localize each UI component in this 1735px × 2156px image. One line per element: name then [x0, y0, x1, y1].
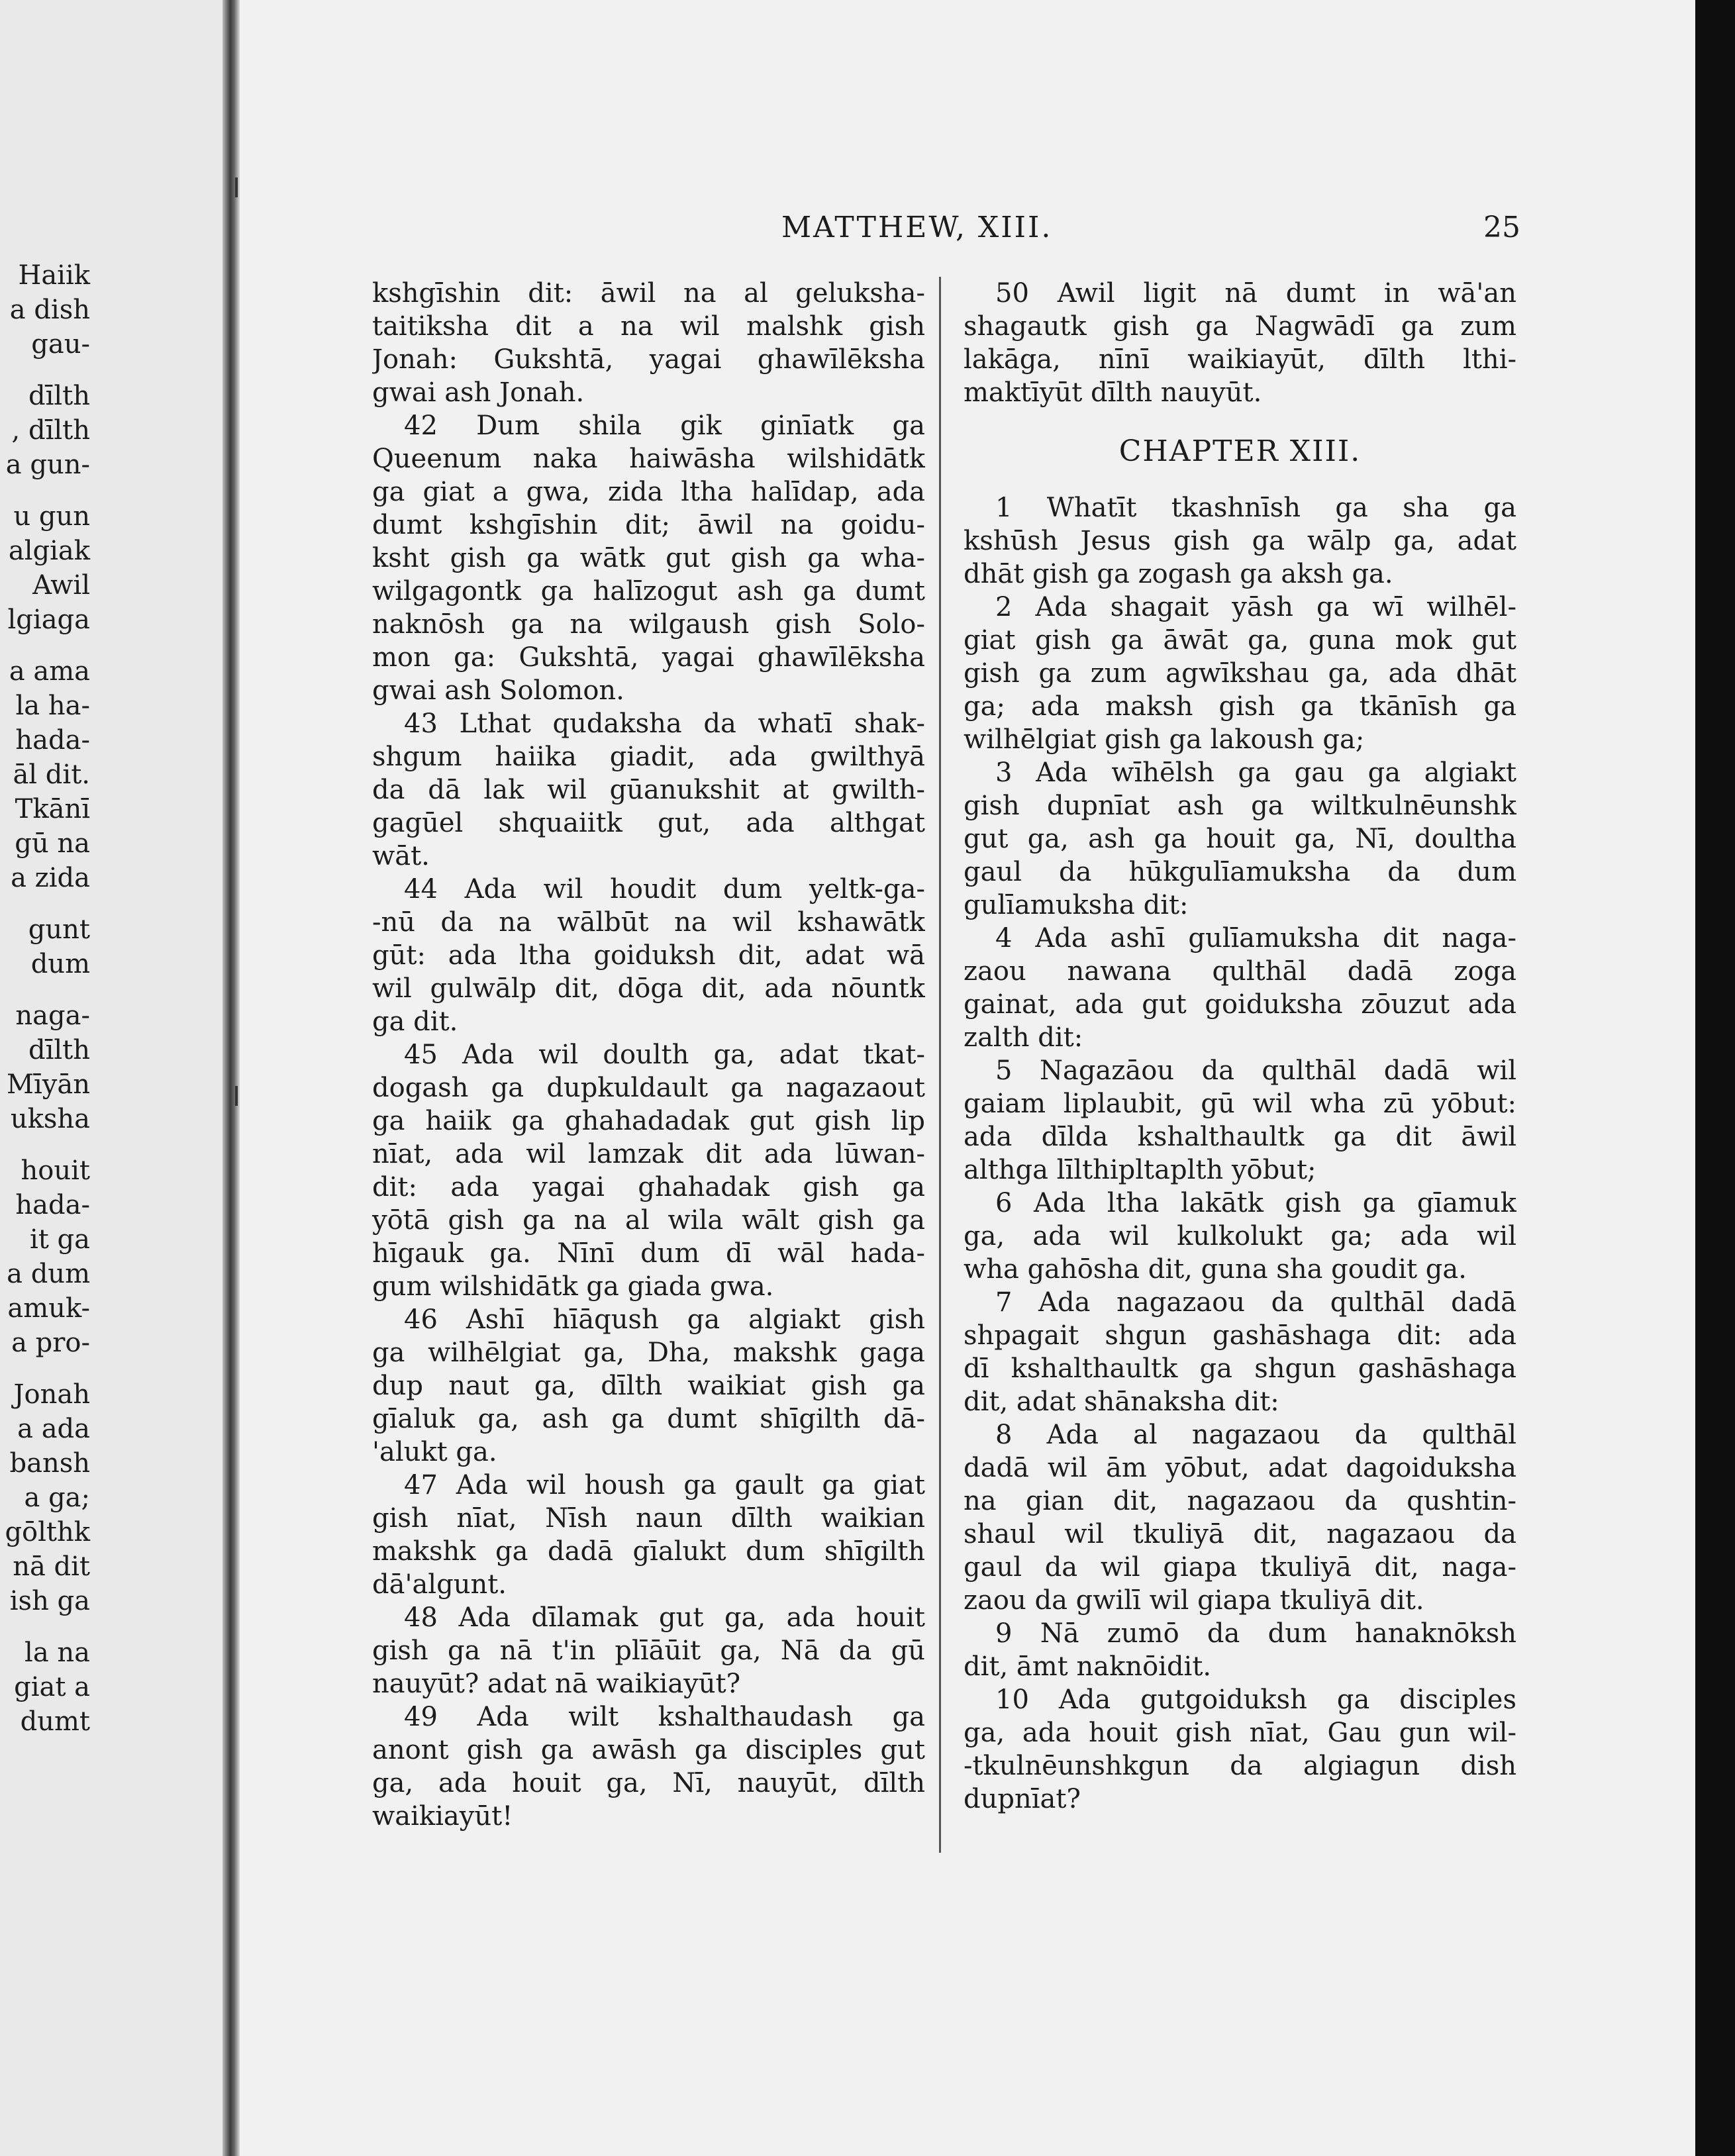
margin-tick-mark: [235, 177, 238, 197]
text-line: ada dīlda kshalthaultk ga dit āwil: [964, 1122, 1516, 1152]
margin-tick-mark: [235, 1086, 238, 1106]
previous-page-fragment: [0, 895, 90, 912]
previous-page-fragment: bansh: [9, 1448, 90, 1479]
verse-block-top: [964, 277, 1516, 409]
text-line: dup naut ga, dīlth waikiat gish ga: [372, 1371, 925, 1401]
text-line: 3 Ada wīhēlsh ga gau ga algiakt: [995, 758, 1516, 788]
text-line: 1 Whatīt tkashnīsh ga sha ga: [995, 493, 1516, 523]
text-line: mon ga: Gukshtā, yagai ghawīlēksha: [372, 642, 925, 673]
text-line: dogash ga dupkuldault ga nagazaout: [372, 1073, 925, 1103]
text-line: makshk ga dadā gīalukt dum shīgilth: [372, 1536, 925, 1567]
text-line: wilhēlgiat gish ga lakoush ga;: [964, 724, 1365, 755]
previous-page-fragment: [0, 362, 90, 379]
previous-page-fragment: a dum: [7, 1259, 90, 1289]
previous-page-fragment: a zida: [11, 863, 90, 893]
text-line: waikiayūt!: [372, 1801, 513, 1832]
text-line: shpagait shgun gashāshaga dit: ada: [964, 1320, 1516, 1351]
text-line: zalth dit:: [964, 1022, 1083, 1053]
previous-page-fragment: Awil: [32, 570, 90, 601]
previous-page-fragment: la ha-: [15, 691, 90, 721]
text-line: kshgīshin dit: āwil na al geluksha-: [372, 278, 925, 309]
text-line: gwai ash Solomon.: [372, 675, 624, 706]
text-line: althga līlthipltaplth yōbut;: [964, 1155, 1316, 1185]
text-line: ga giat a gwa, zida ltha halīdap, ada: [372, 477, 925, 507]
previous-page-fragment: lgiaga: [7, 605, 90, 635]
text-line: 2 Ada shagait yāsh ga wī wilhēl-: [995, 592, 1516, 622]
text-line: gīaluk ga, ash ga dumt shīgilth dā-: [372, 1404, 925, 1434]
previous-page-fragment: it ga: [29, 1224, 90, 1255]
text-line: -tkulnēunshkgun da algiagun dish: [964, 1751, 1516, 1781]
text-line: dumt kshgīshin dit; āwil na goidu-: [372, 510, 925, 540]
text-line: naknōsh ga na wilgaush gish Solo-: [372, 609, 925, 640]
text-line: 47 Ada wil housh ga gault ga giat: [404, 1470, 925, 1500]
text-line: gum wilshidātk ga giada gwa.: [372, 1271, 774, 1302]
text-line: gainat, ada gut goiduksha zōuzut ada: [964, 989, 1516, 1020]
previous-page-fragment: Haiik: [18, 260, 90, 291]
scan-border-right: [1695, 0, 1735, 2156]
text-line: hīgauk ga. Nīnī dum dī wāl hada-: [372, 1238, 925, 1269]
text-line: gwai ash Jonah.: [372, 377, 585, 408]
verse-block-chapter: [964, 491, 1516, 1816]
previous-page-fragment: a ga;: [24, 1483, 90, 1513]
text-line: wāt.: [372, 841, 430, 871]
text-line: wha gahōsha dit, guna sha goudit ga.: [964, 1254, 1467, 1285]
previous-page-fragment: hada-: [15, 1190, 90, 1220]
page-number: 25: [1483, 211, 1520, 244]
text-line: 6 Ada ltha lakātk gish ga gīamuk: [995, 1188, 1516, 1218]
previous-page-fragment: [0, 1360, 90, 1377]
text-line: gaul da wil giapa tkuliyā dit, naga-: [964, 1552, 1516, 1583]
previous-page-fragment: naga-: [15, 1001, 90, 1031]
previous-page-fragment: [0, 482, 90, 499]
text-line: giat gish ga āwāt ga, guna mok gut: [964, 625, 1516, 656]
text-line: 9 Nā zumō da dum hanaknōksh: [995, 1618, 1516, 1649]
previous-page-fragment: hada-: [15, 725, 90, 756]
previous-page-edge: [0, 0, 225, 2156]
text-line: lakāga, nīnī waikiayūt, dīlth lthi-: [964, 344, 1516, 375]
previous-page-fragment: dum: [30, 949, 90, 979]
text-line: ga, ada wil kulkolukt ga; ada wil: [964, 1221, 1516, 1251]
text-line: nīat, ada wil lamzak dit ada lūwan-: [372, 1139, 925, 1169]
previous-page-fragment: dīlth: [28, 381, 90, 411]
text-line: shagautk gish ga Nagwādī ga zum: [964, 311, 1516, 342]
text-line: Queenum naka haiwāsha wilshidātk: [372, 444, 925, 474]
previous-page-fragment: la na: [25, 1638, 90, 1668]
previous-page-fragment: a gun-: [5, 450, 90, 480]
previous-page-fragment: uksha: [10, 1104, 90, 1134]
text-line: wil gulwālp dit, dōga dit, ada nōuntk: [372, 973, 925, 1004]
text-line: gish ga nā t'in plīāūit ga, Nā da gū: [372, 1636, 925, 1666]
previous-page-fragment: [0, 1618, 90, 1636]
previous-page-fragment: a pro-: [11, 1328, 90, 1358]
text-line: gūt: ada ltha goiduksh dit, adat wā: [372, 940, 925, 971]
book-gutter: [223, 0, 240, 2156]
previous-page-fragment: [0, 1136, 90, 1153]
text-line: anont gish ga awāsh ga disciples gut: [372, 1735, 925, 1765]
text-line: gaiam liplaubit, gū wil wha zū yōbut:: [964, 1089, 1516, 1119]
text-line: maktīyūt dīlth nauyūt.: [964, 377, 1262, 408]
text-line: 5 Nagazāou da qulthāl dadā wil: [995, 1055, 1516, 1086]
text-line: dadā wil ām yōbut, adat dagoiduksha: [964, 1453, 1516, 1483]
text-line: kshūsh Jesus gish ga wālp ga, adat: [964, 526, 1516, 556]
previous-page-fragment: u gun: [13, 501, 90, 532]
previous-page-fragment: a dish: [9, 295, 90, 325]
text-line: 44 Ada wil houdit dum yeltk-ga-: [404, 874, 925, 905]
text-line: shgum haiika giadit, ada gwilthyā: [372, 742, 925, 772]
text-line: 49 Ada wilt kshalthaudash ga: [404, 1702, 925, 1732]
text-line: taitiksha dit a na wil malshk gish: [372, 311, 925, 342]
previous-page-fragment: ish ga: [9, 1586, 90, 1616]
previous-page-fragment: algiak: [8, 536, 90, 566]
text-line: 8 Ada al nagazaou da qulthāl: [995, 1420, 1516, 1450]
text-line: -nū da na wālbūt na wil kshawātk: [372, 907, 925, 938]
text-line: dit, adat shānaksha dit:: [964, 1387, 1279, 1417]
running-title: MATTHEW, XIII.: [781, 211, 1053, 244]
previous-page-fragment: gū na: [15, 828, 90, 859]
previous-page-fragment: houit: [21, 1155, 90, 1186]
text-line: gulīamuksha dit:: [964, 890, 1189, 920]
text-line: nauyūt? adat nā waikiayūt?: [372, 1669, 741, 1699]
previous-page-fragment: gunt: [28, 914, 90, 945]
text-line: da dā lak wil gūanukshit at gwilth-: [372, 775, 925, 805]
text-line: wilgagontk ga halīzogut ash ga dumt: [372, 576, 925, 607]
chapter-heading: CHAPTER XIII.: [1118, 434, 1362, 468]
previous-page-fragment: Mīyān: [7, 1069, 90, 1100]
text-line: 42 Dum shila gik ginīatk ga: [404, 411, 925, 441]
previous-page-fragment: , dīlth: [11, 415, 90, 446]
text-line: ga dit.: [372, 1006, 458, 1037]
previous-page-fragment: [0, 981, 90, 999]
text-line: dā'algunt.: [372, 1569, 507, 1600]
previous-page-text-fragments: [0, 258, 90, 1739]
previous-page-fragment: dīlth: [28, 1035, 90, 1065]
right-text-column: [964, 277, 1516, 1816]
text-line: dī kshalthaultk ga shgun gashāshaga: [964, 1353, 1516, 1384]
text-line: gaul da hūkgulīamuksha da dum: [964, 857, 1516, 887]
previous-page-fragment: a ama: [9, 656, 90, 687]
text-line: 48 Ada dīlamak gut ga, ada houit: [404, 1602, 925, 1633]
text-line: 50 Awil ligit nā dumt in wā'an: [995, 278, 1516, 309]
text-line: dupnīat?: [964, 1784, 1081, 1814]
left-text-column: [372, 277, 925, 1833]
text-line: zaou da gwilī wil giapa tkuliyā dit.: [964, 1585, 1424, 1616]
previous-page-fragment: āl dit.: [13, 760, 90, 790]
text-line: 'alukt ga.: [372, 1437, 497, 1467]
text-line: gish dupnīat ash ga wiltkulnēunshk: [964, 791, 1516, 821]
previous-page-fragment: Jonah: [13, 1379, 90, 1410]
previous-page-fragment: giat a: [14, 1672, 90, 1702]
previous-page-fragment: dumt: [20, 1706, 90, 1737]
text-line: gish nīat, Nīsh naun dīlth waikian: [372, 1503, 925, 1534]
previous-page-fragment: gōlthk: [5, 1517, 90, 1547]
text-line: 7 Ada nagazaou da qulthāl dadā: [995, 1287, 1516, 1318]
previous-page-fragment: Tkānī: [15, 794, 90, 824]
text-line: dit, āmt naknōidit.: [964, 1651, 1212, 1682]
previous-page-fragment: gau-: [31, 329, 90, 360]
text-line: dhāt gish ga zogash ga aksh ga.: [964, 559, 1393, 589]
text-line: 10 Ada gutgoiduksh ga disciples: [995, 1685, 1516, 1715]
text-line: 46 Ashī hīāqush ga algiakt gish: [404, 1304, 925, 1335]
text-line: na gian dit, nagazaou da qushtin-: [964, 1486, 1516, 1516]
previous-page-fragment: a ada: [17, 1414, 90, 1444]
text-line: ksht gish ga wātk gut gish ga wha-: [372, 543, 925, 573]
text-line: ga haiik ga ghahadadak gut gish lip: [372, 1106, 925, 1136]
text-line: zaou nawana qulthāl dadā zoga: [964, 956, 1516, 987]
previous-page-fragment: amuk-: [7, 1293, 90, 1324]
text-line: ga wilhēlgiat ga, Dha, makshk gaga: [372, 1338, 925, 1368]
text-line: ga, ada houit gish nīat, Gau gun wil-: [964, 1718, 1516, 1748]
text-line: gagūel shquaiitk gut, ada althgat: [372, 808, 925, 838]
text-line: gut ga, ash ga houit ga, Nī, doultha: [964, 824, 1516, 854]
text-line: yōtā gish ga na al wila wālt gish ga: [372, 1205, 925, 1236]
text-line: Jonah: Gukshtā, yagai ghawīlēksha: [372, 344, 925, 375]
text-line: ga; ada maksh gish ga tkānīsh ga: [964, 691, 1516, 722]
text-line: 4 Ada ashī gulīamuksha dit naga-: [995, 923, 1516, 954]
previous-page-fragment: nā dit: [13, 1551, 90, 1582]
text-line: gish ga zum agwīkshau ga, ada dhāt: [964, 658, 1516, 689]
text-line: shaul wil tkuliyā dit, nagazaou da: [964, 1519, 1516, 1549]
previous-page-fragment: [0, 637, 90, 654]
text-line: 43 Lthat qudaksha da whatī shak-: [404, 709, 925, 739]
text-line: 45 Ada wil doulth ga, adat tkat-: [404, 1040, 925, 1070]
column-divider-rule: [939, 277, 941, 1853]
text-line: dit: ada yagai ghahadak gish ga: [372, 1172, 925, 1202]
text-line: ga, ada houit ga, Nī, nauyūt, dīlth: [372, 1768, 925, 1798]
